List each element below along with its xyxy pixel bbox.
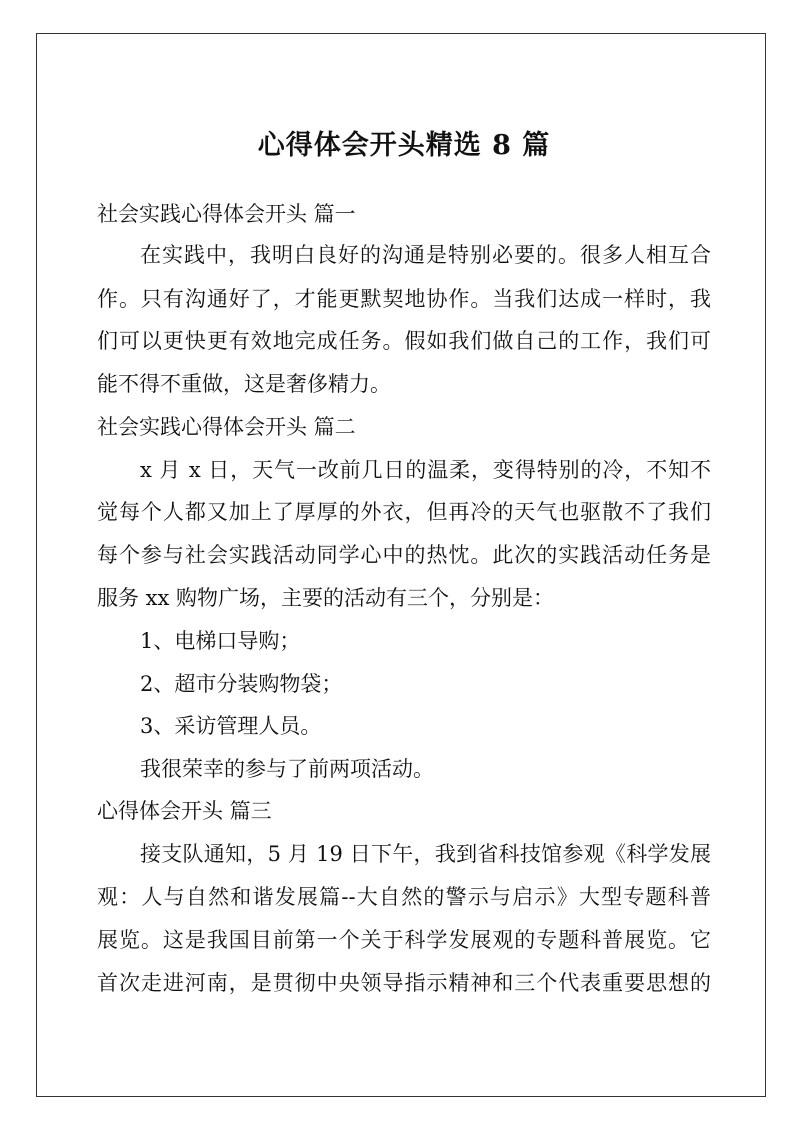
paragraph-line: 能不得不重做，这是奢侈精力。 xyxy=(97,372,391,396)
paragraph-line: 观：人与自然和谐发展篇--大自然的警示与启示》大型专题科普 xyxy=(97,885,711,909)
paragraph-line: 我很荣幸的参与了前两项活动。 xyxy=(140,757,434,781)
paragraph-line: 展览。这是我国目前第一个关于科学发展观的专题科普展览。它 xyxy=(97,928,711,952)
paragraph-line: 首次走进河南，是贯彻中央领导指示精神和三个代表重要思想的 xyxy=(97,971,711,995)
paragraph-line: 觉每个人都又加上了厚厚的外衣，但再冷的天气也驱散不了我们 xyxy=(97,500,711,524)
paragraph-line: 接支队通知，5 月 19 日下午，我到省科技馆参观《科学发展 xyxy=(140,842,711,866)
paragraph-line: 在实践中，我明白良好的沟通是特别必要的。很多人相互合 xyxy=(140,243,711,267)
section-heading: 社会实践心得体会开头 篇一 xyxy=(97,202,356,226)
document-title: 心得体会开头精选 8 篇 xyxy=(257,130,551,161)
paragraph-line: 每个参与社会实践活动同学心中的热忱。此次的实践活动任务是 xyxy=(97,543,711,567)
paragraph-line: 作。只有沟通好了，才能更默契地协作。当我们达成一样时，我 xyxy=(97,287,711,311)
list-item: 2、超市分装购物袋； xyxy=(140,672,343,696)
paragraph-line: 们可以更快更有效地完成任务。假如我们做自己的工作，我们可 xyxy=(97,329,711,353)
list-item: 1、电梯口导购； xyxy=(140,629,301,653)
section-heading: 心得体会开头 篇三 xyxy=(97,799,272,823)
section-heading: 社会实践心得体会开头 篇二 xyxy=(97,415,356,439)
paragraph-line: 服务 xx 购物广场，主要的活动有三个，分别是： xyxy=(97,586,555,610)
paragraph-line: x 月 x 日，天气一改前几日的温柔，变得特别的冷，不知不 xyxy=(140,458,711,482)
list-item: 3、采访管理人员。 xyxy=(140,714,322,738)
